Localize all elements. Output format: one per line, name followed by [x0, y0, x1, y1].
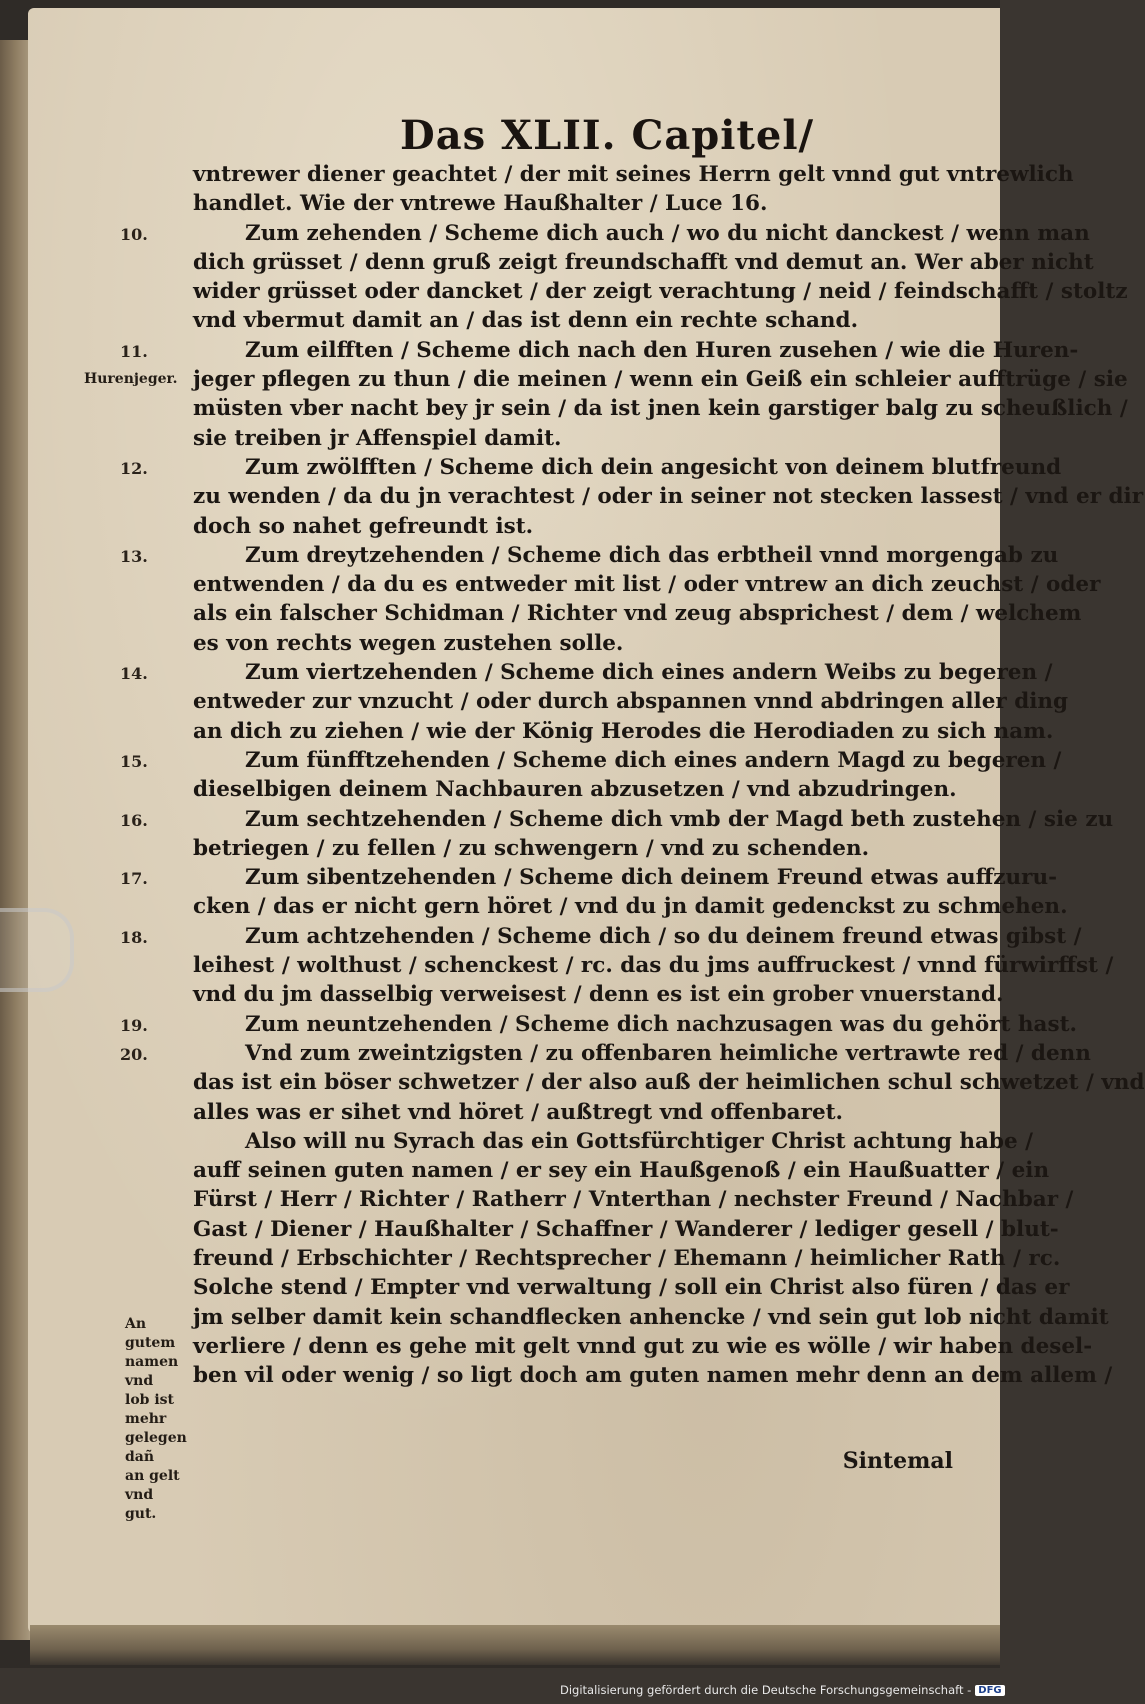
text-line: als ein falscher Schidman / Richter vnd zeug absprichest / dem / welchem: [193, 601, 1082, 627]
page-stack-bottom-edge: [30, 1625, 1000, 1665]
body-text: [193, 160, 1145, 1390]
margin-number: 16.: [120, 810, 148, 830]
margin-number: 17.: [120, 869, 148, 889]
text-line: entweder zur vnzucht / oder durch abspannen vnnd abdringen aller ding: [193, 689, 1069, 715]
margin-note-line: gelegen dañ: [125, 1430, 187, 1465]
margin-note-line: an gelt vnd: [125, 1468, 180, 1503]
margin-number: 19.: [120, 1015, 148, 1035]
margin-note-hurenjeger: Hurenjeger.: [84, 371, 178, 387]
text-line: jeger pflegen zu thun / die meinen / wenn ein Geiß ein schleier aufftrüge / sie: [193, 367, 1128, 393]
running-head: Das XLII. Capitel/: [400, 112, 815, 159]
text-line: vnd vbermut damit an / das ist denn ein rechte schand.: [193, 308, 859, 334]
footer-text: Digitalisierung gefördert durch die Deutsche Forschungsgemeinschaft -: [560, 1683, 972, 1697]
margin-note-line: An gutem: [125, 1316, 176, 1351]
text-line: freund / Erbschichter / Rechtsprecher / Ehemann / heimlicher Rath / rc.: [193, 1245, 1061, 1271]
catchword: Sintemal: [842, 1448, 953, 1474]
text-line: an dich zu ziehen / wie der König Herodes die Herodiaden zu sich nam.: [193, 718, 1054, 744]
margin-note-line: gut.: [125, 1506, 157, 1522]
text-line: cken / das er nicht gern höret / vnd du jn damit gedenckst zu schmehen.: [193, 894, 1068, 920]
text-line: es von rechts wegen zustehen solle.: [193, 630, 624, 656]
text-line: zu wenden / da du jn verachtest / oder in seiner not stecken lassest / vnd er dir: [193, 484, 1144, 510]
margin-number: 20.: [120, 1045, 148, 1064]
text-line: Zum zwölfften / Scheme dich dein angesicht von deinem blutfreund: [245, 454, 1062, 480]
text-line: Zum sibentzehenden / Scheme dich deinem Freund etwas auffzuru-: [245, 865, 1058, 891]
text-line: Gast / Diener / Haußhalter / Schaffner / Wanderer / lediger gesell / blut-: [193, 1216, 1059, 1242]
text-line: dieselbigen deinem Nachbauren abzusetzen / vnd abzudringen.: [193, 777, 957, 803]
text-line: vntrewer diener geachtet / der mit seines Herrn gelt vnnd gut vntrewlich: [193, 162, 1074, 187]
margin-note-guter-name: [125, 1315, 195, 1524]
text-line: leihest / wolthust / schenckest / rc. das du jms auffruckest / vnnd fürwirffst /: [193, 953, 1114, 979]
margin-number: 18.: [120, 927, 148, 947]
text-line: müsten vber nacht bey jr sein / da ist jnen kein garstiger balg zu scheußlich /: [193, 396, 1128, 422]
margin-number: 13.: [120, 546, 148, 566]
text-line: handlet. Wie der vntrewe Haußhalter / Luce 16.: [193, 191, 768, 217]
text-line: Zum neuntzehenden / Scheme dich nachzusagen was du gehört hast.: [245, 1011, 1077, 1037]
text-line: sie treiben jr Affenspiel damit.: [193, 425, 562, 451]
text-line: Zum viertzehenden / Scheme dich eines andern Weibs zu begeren /: [245, 660, 1053, 686]
text-line: alles was er sihet vnd höret / außtregt vnd offenbaret.: [193, 1099, 844, 1125]
margin-number: 11.: [120, 341, 148, 361]
text-line: doch so nahet gefreundt ist.: [193, 513, 534, 539]
text-line: Fürst / Herr / Richter / Ratherr / Vnterthan / nechster Freund / Nachbar /: [193, 1187, 1074, 1213]
text-line: Zum dreytzehenden / Scheme dich das erbtheil vnnd morgengab zu: [245, 542, 1059, 568]
text-line: vnd du jm dasselbig verweisest / denn es ist ein grober vnuerstand.: [193, 982, 1004, 1008]
dfg-logo: DFG: [975, 1685, 1004, 1696]
margin-note-line: namen vnd: [125, 1354, 179, 1389]
text-line: dich grüsset / denn gruß zeigt freundschafft vnd demut an. Wer aber nicht: [193, 249, 1094, 275]
text-line: Zum achtzehenden / Scheme dich / so du deinem freund etwas gibst /: [245, 923, 1082, 949]
text-line: jm selber damit kein schandflecken anhencke / vnd sein gut lob nicht damit: [193, 1304, 1109, 1330]
margin-note-line: lob ist mehr: [125, 1392, 174, 1427]
margin-number: 12.: [120, 459, 148, 478]
text-line: wider grüsset oder dancket / der zeigt verachtung / neid / feindschafft / stoltz: [193, 279, 1128, 305]
text-line: auff seinen guten namen / er sey ein Haußgenoß / ein Haußuatter / ein: [193, 1158, 1050, 1184]
margin-number: 14.: [120, 664, 148, 684]
text-line: Solche stend / Empter vnd verwaltung / soll ein Christ also füren / das er: [193, 1275, 1070, 1301]
text-line: verliere / denn es gehe mit gelt vnnd gut zu wie es wölle / wir haben desel-: [193, 1333, 1093, 1359]
margin-number: 10.: [120, 224, 148, 244]
text-line: betriegen / zu fellen / zu schwengern / vnd zu schenden.: [193, 835, 870, 861]
text-line: entwenden / da du es entweder mit list / oder vntrew an dich zeuchst / oder: [193, 572, 1101, 598]
text-line: Zum fünfftzehenden / Scheme dich eines andern Magd zu begeren /: [245, 747, 1062, 773]
text-line: ben vil oder wenig / so ligt doch am guten namen mehr denn an dem allem /: [193, 1363, 1113, 1389]
text-line: Zum sechtzehenden / Scheme dich vmb der Magd beth zustehen / sie zu: [245, 806, 1114, 832]
text-line: das ist ein böser schwetzer / der also auß der heimlichen schul schwetzet / vnd: [193, 1070, 1145, 1096]
footer-credit: [560, 1683, 1002, 1701]
margin-number: 15.: [120, 752, 148, 771]
text-line: Also will nu Syrach das ein Gottsfürchtiger Christ achtung habe /: [245, 1128, 1033, 1154]
page-clip: [0, 908, 74, 992]
text-line: Vnd zum zweintzigsten / zu offenbaren heimliche vertrawte red / denn: [245, 1040, 1091, 1066]
text-line: Zum zehenden / Scheme dich auch / wo du nicht danckest / wenn man: [245, 220, 1090, 246]
text-line: Zum eilfften / Scheme dich nach den Huren zusehen / wie die Huren-: [245, 337, 1079, 363]
